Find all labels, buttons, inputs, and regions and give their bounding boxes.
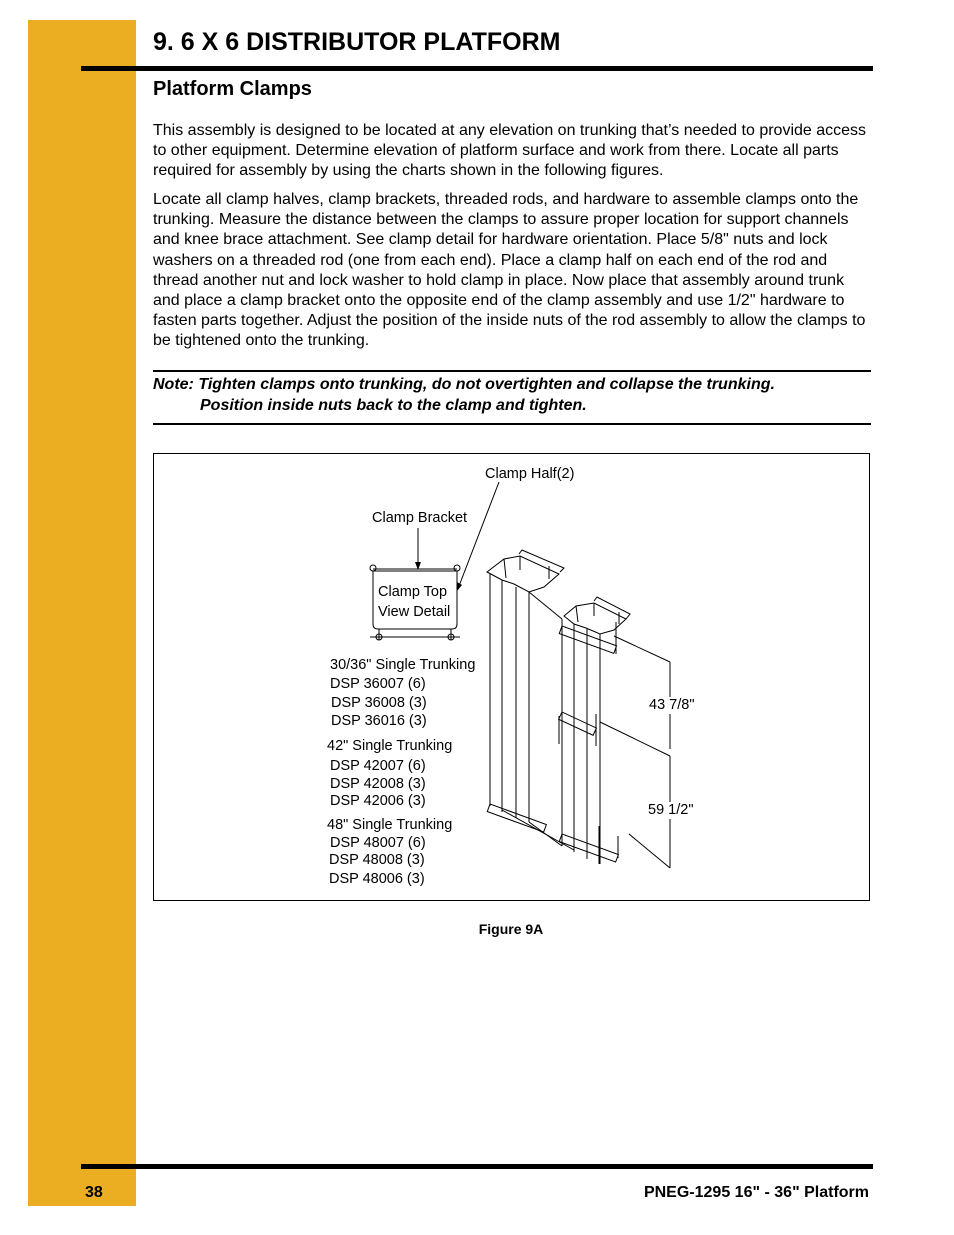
label-dimension-lower: 59 1/2": [648, 802, 694, 818]
subsection-title: Platform Clamps: [153, 78, 312, 100]
note-line-1: Note: Tighten clamps onto trunking, do not overtighten and collapse the trunking.: [153, 376, 775, 393]
trunking-drawing: [154, 454, 871, 902]
header-rule: [81, 66, 873, 71]
document-title: PNEG-1295 16" - 36" Platform: [643, 1184, 869, 1201]
label-clamp-half: Clamp Half(2): [485, 466, 575, 482]
part-dsp-48008: DSP 48008 (3): [329, 852, 425, 868]
note-rule-bottom: [153, 423, 871, 425]
label-detail-line-1: Clamp Top: [378, 584, 448, 600]
label-clamp-bracket: Clamp Bracket: [372, 510, 468, 526]
group-heading-48: 48" Single Trunking: [327, 817, 453, 833]
paragraph-instructions: Locate all clamp halves, clamp brackets, threaded rods, and hardware to assemble clamps onto the trunking. Measure the distance between the clamps to assure proper location for support channels and knee brace attachment. See clamp detail for hardware orientation. Place 5/8" nuts and lock washers on a threaded rod (one from each end). Place a clamp half on each end of the rod and thread another nut and lock washer to hold clamp in place. Now place that assembly around trunk and place a clamp bracket onto the opposite end of the clamp assembly and use 1/2" hardware to fasten parts together. Adjust the position of the inside nuts of the rod assembly to allow the clamps to be tightened onto the trunking.: [153, 191, 866, 350]
part-dsp-36007: DSP 36007 (6): [330, 676, 426, 692]
section-title: 9. 6 X 6 DISTRIBUTOR PLATFORM: [153, 28, 561, 56]
dimension-lines: [600, 636, 670, 868]
sidebar-band: [28, 20, 136, 1206]
note-line-2: Position inside nuts back to the clamp and tighten.: [200, 396, 587, 414]
note-rule-top: [153, 370, 871, 372]
figure-9a: [153, 453, 870, 901]
clamp-middle: [559, 712, 597, 746]
footer-rule: [81, 1164, 873, 1169]
trunk-left: [487, 550, 564, 822]
part-dsp-48006: DSP 48006 (3): [329, 871, 425, 887]
label-detail-line-2: View Detail: [378, 604, 451, 620]
clamp-upper: [559, 622, 616, 654]
group-heading-42: 42" Single Trunking: [327, 738, 453, 754]
paragraph-intro: This assembly is designed to be located at any elevation on trunking that’s needed to provide access to other equipment. Determine elevation of platform surface and work from there. Locate all parts required for assembly by using the charts shown in the following figures.: [153, 122, 867, 180]
part-dsp-36016: DSP 36016 (3): [331, 713, 427, 729]
part-dsp-36008: DSP 36008 (3): [331, 695, 427, 711]
note-block: [153, 375, 775, 416]
label-dimension-upper: 43 7/8": [649, 697, 695, 713]
part-dsp-42008: DSP 42008 (3): [330, 776, 426, 792]
figure-caption: Figure 9A: [478, 921, 544, 937]
part-dsp-48007: DSP 48007 (6): [330, 835, 426, 851]
page-number: 38: [85, 1184, 103, 1201]
part-dsp-42006: DSP 42006 (3): [330, 793, 426, 809]
group-heading-30-36: 30/36" Single Trunking: [330, 657, 476, 673]
clamp-detail-drawing: [370, 565, 460, 640]
part-dsp-42007: DSP 42007 (6): [330, 758, 426, 774]
